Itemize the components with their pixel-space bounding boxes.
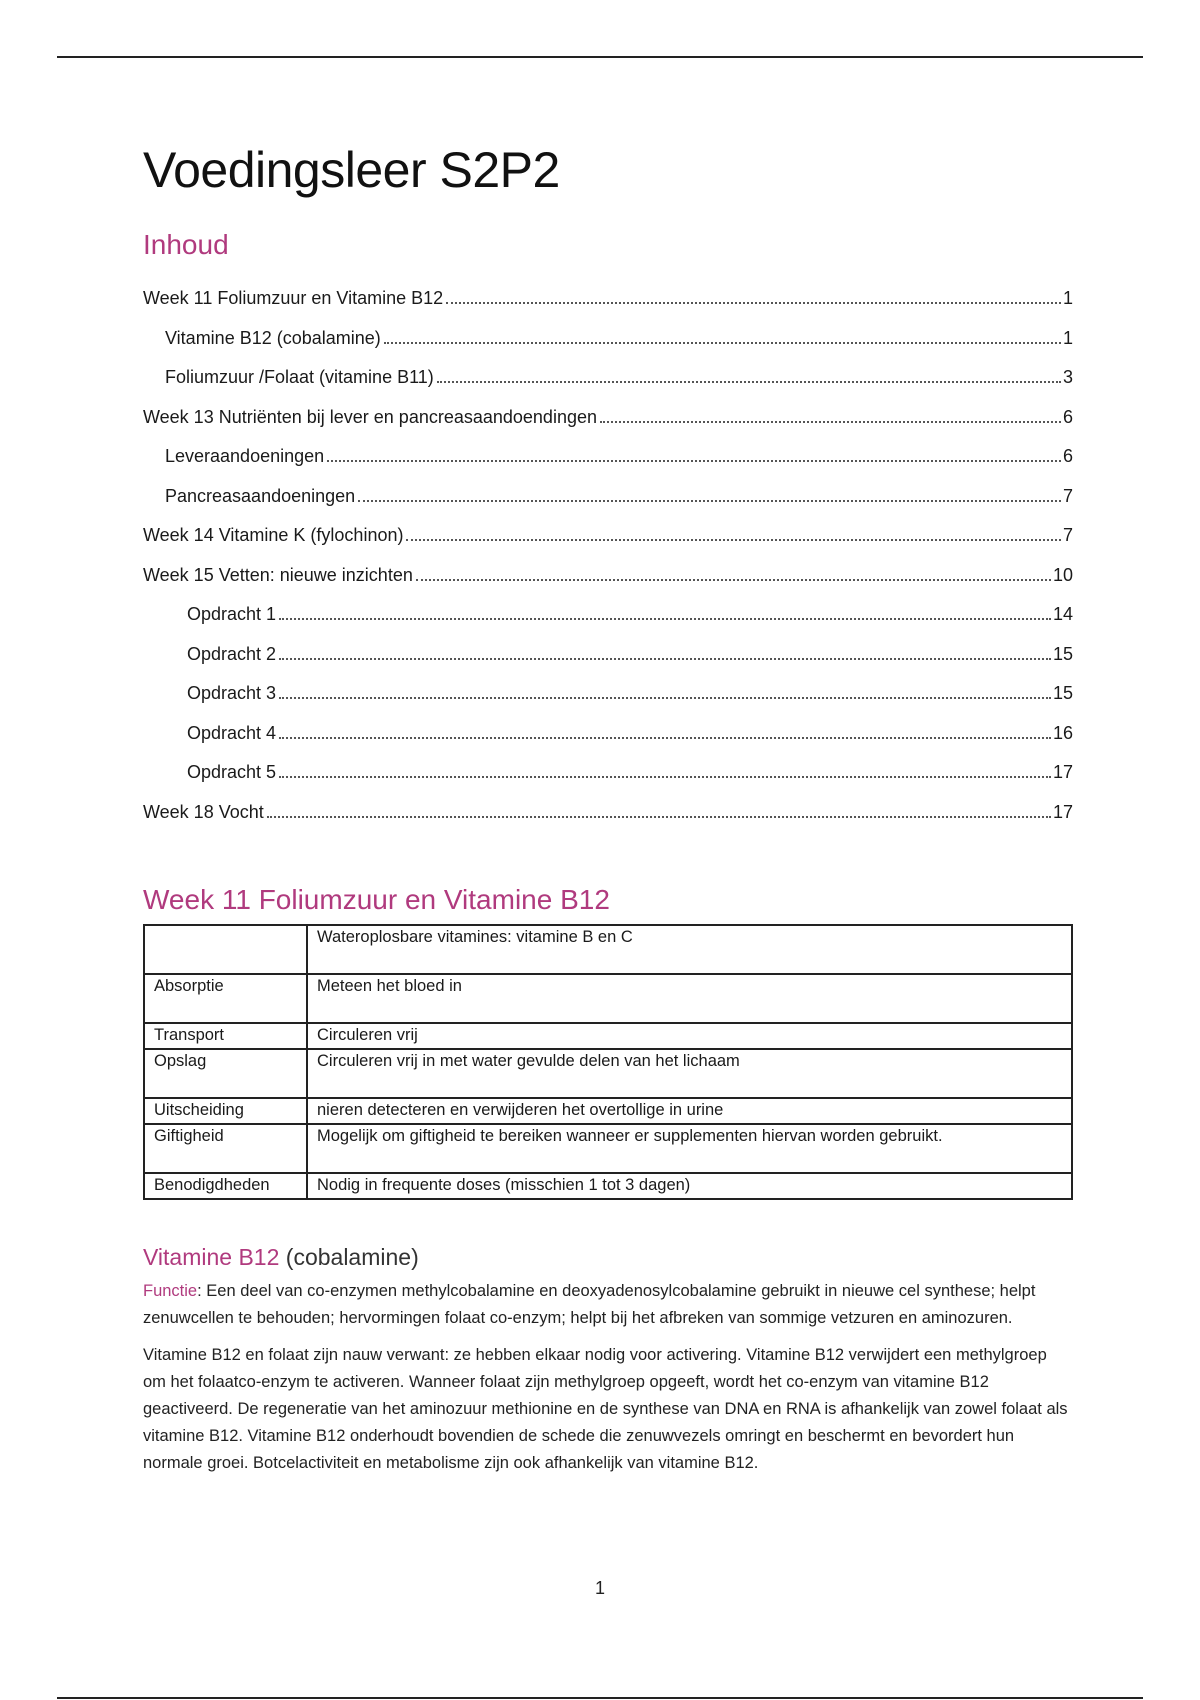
b12-body-paragraph: Vitamine B12 en folaat zijn nauw verwant: ze hebben elkaar nodig voor activering. Vitamine B12 verwijdert een methylgroep om het folaatco-enzym te activeren. Wanneer folaat zijn methylgroep opgeeft, wordt het co-enzym van vitamine B12 geactiveerd. De regeneratie van het aminozuur methionine en de synthese van DNA en RNA is afhankelijk van zowel folaat als vitamine B12. Vitamine B12 onderhoudt bovendien de schede die zenuwvezels omringt en beschermt en bevordert hun normale groei. Botcelactiviteit en metabolisme zijn ook afhankelijk van vitamine B12. — [143, 1345, 1068, 1472]
table-row — [144, 974, 1072, 1023]
table-row — [144, 1023, 1072, 1049]
toc-entry-page: 15 — [1052, 683, 1073, 704]
toc-entry-page: 1 — [1062, 327, 1073, 348]
toc-entry-page: 3 — [1062, 367, 1073, 388]
toc-entry[interactable] — [143, 545, 1073, 585]
toc-entry-title: Opdracht 3 — [187, 683, 277, 704]
document-title: Voedingsleer S2P2 — [143, 142, 560, 198]
toc-entry[interactable] — [143, 624, 1073, 664]
table-cell-label: Transport — [144, 1023, 307, 1049]
toc-entry[interactable] — [143, 466, 1073, 506]
toc-entry-title: Week 13 Nutriënten bij lever en pancreasaandoendingen — [143, 406, 597, 427]
toc-entry[interactable] — [143, 427, 1073, 467]
header-rule — [57, 56, 1143, 58]
page-number: 1 — [594, 1578, 605, 1598]
function-label: Functie — [143, 1281, 198, 1300]
toc-entry-page: 17 — [1052, 801, 1073, 822]
toc-entry-title: Week 15 Vetten: nieuwe inzichten — [143, 564, 413, 585]
table-cell-label: Giftigheid — [144, 1124, 307, 1173]
toc-entry[interactable] — [143, 703, 1073, 743]
toc-entry[interactable] — [143, 387, 1073, 427]
toc-entry[interactable] — [143, 308, 1073, 348]
toc-entry-page: 17 — [1052, 762, 1073, 783]
toc-dot-leader — [327, 460, 1061, 462]
toc-entry-title: Pancreasaandoeningen — [165, 485, 356, 506]
toc-entry-page: 16 — [1052, 722, 1073, 743]
b12-heading-paren: (cobalamine) — [285, 1243, 419, 1270]
toc-dot-leader — [416, 579, 1051, 581]
table-cell-value: Nodig in frequente doses (misschien 1 tot 3 dagen) — [307, 1173, 1072, 1199]
toc-dot-leader — [279, 618, 1051, 620]
footer-rule — [57, 1697, 1143, 1699]
toc-dot-leader — [267, 816, 1051, 818]
toc-entry-title: Opdracht 4 — [187, 722, 277, 743]
water-soluble-vitamins-table — [143, 924, 1073, 1200]
toc-heading: Inhoud — [143, 229, 229, 260]
table-row — [144, 925, 1072, 974]
table-cell-value: Circuleren vrij in met water gevulde delen van het lichaam — [307, 1049, 1072, 1098]
table-cell-label: Benodigdheden — [144, 1173, 307, 1199]
toc-dot-leader — [406, 539, 1061, 541]
toc-entry[interactable] — [143, 269, 1073, 309]
week11-heading: Week 11 Foliumzuur en Vitamine B12 — [143, 883, 610, 915]
toc-entry-page: 1 — [1062, 288, 1073, 309]
toc-entry[interactable] — [143, 348, 1073, 388]
toc-entry-page: 10 — [1052, 564, 1073, 585]
toc-dot-leader — [446, 302, 1061, 304]
toc-dot-leader — [279, 697, 1051, 699]
table-row — [144, 1098, 1072, 1124]
table-cell-label: Uitscheiding — [144, 1098, 307, 1124]
toc-entry-title: Week 18 Vocht — [143, 801, 264, 822]
table-cell-value: Circuleren vrij — [307, 1023, 1072, 1049]
toc-entry-title: Vitamine B12 (cobalamine) — [165, 327, 381, 348]
toc-entry-page: 15 — [1052, 643, 1073, 664]
toc-entry-title: Week 14 Vitamine K (fylochinon) — [143, 525, 404, 546]
toc-entry-title: Opdracht 1 — [187, 604, 277, 625]
toc-entry[interactable] — [143, 506, 1073, 546]
toc-dot-leader — [358, 500, 1061, 502]
table-cell-value: Meteen het bloed in — [307, 974, 1072, 1023]
toc-entry-page: 14 — [1052, 604, 1073, 625]
toc-dot-leader — [437, 381, 1061, 383]
toc-entry[interactable] — [143, 664, 1073, 704]
table-row — [144, 1124, 1072, 1173]
toc-entry[interactable] — [143, 585, 1073, 625]
toc-entry-title: Leveraandoeningen — [165, 446, 325, 467]
b12-heading-title: Vitamine B12 — [143, 1243, 280, 1270]
table-cell-value: nieren detecteren en verwijderen het overtollige in urine — [307, 1098, 1072, 1124]
toc-entry-title: Week 11 Foliumzuur en Vitamine B12 — [143, 288, 444, 309]
b12-function-paragraph — [143, 1278, 1073, 1332]
toc-entry-page: 6 — [1062, 406, 1073, 427]
table-cell-label — [144, 925, 307, 974]
table-of-contents — [143, 269, 1073, 822]
toc-entry[interactable] — [143, 782, 1073, 822]
table-cell-value: Mogelijk om giftigheid te bereiken wanneer er supplementen hiervan worden gebruikt. — [307, 1124, 1072, 1173]
toc-entry-title: Opdracht 2 — [187, 643, 277, 664]
toc-entry-title: Foliumzuur /Folaat (vitamine B11) — [165, 367, 434, 388]
table-row — [144, 1049, 1072, 1098]
toc-entry-page: 6 — [1062, 446, 1073, 467]
table-cell-label: Opslag — [144, 1049, 307, 1098]
document-page — [143, 140, 1073, 1487]
toc-dot-leader — [279, 776, 1051, 778]
b12-heading — [143, 1245, 1073, 1270]
table-cell-label: Absorptie — [144, 974, 307, 1023]
toc-dot-leader — [279, 737, 1051, 739]
table-cell-value: Wateroplosbare vitamines: vitamine B en C — [307, 925, 1072, 974]
toc-entry-page: 7 — [1062, 525, 1073, 546]
toc-dot-leader — [384, 342, 1061, 344]
toc-entry-title: Opdracht 5 — [187, 762, 277, 783]
toc-dot-leader — [600, 421, 1061, 423]
function-text: : Een deel van co-enzymen methylcobalamine en deoxyadenosylcobalamine gebruikt in nieuwe cel synthese; helpt zenuwcellen te behouden; hervormingen folaat co-enzym; helpt bij het afbreken van sommige vetzuren en aminozuren. — [143, 1281, 1036, 1327]
toc-entry[interactable] — [143, 743, 1073, 783]
table-row — [144, 1173, 1072, 1199]
toc-entry-page: 7 — [1062, 485, 1073, 506]
toc-dot-leader — [279, 658, 1051, 660]
